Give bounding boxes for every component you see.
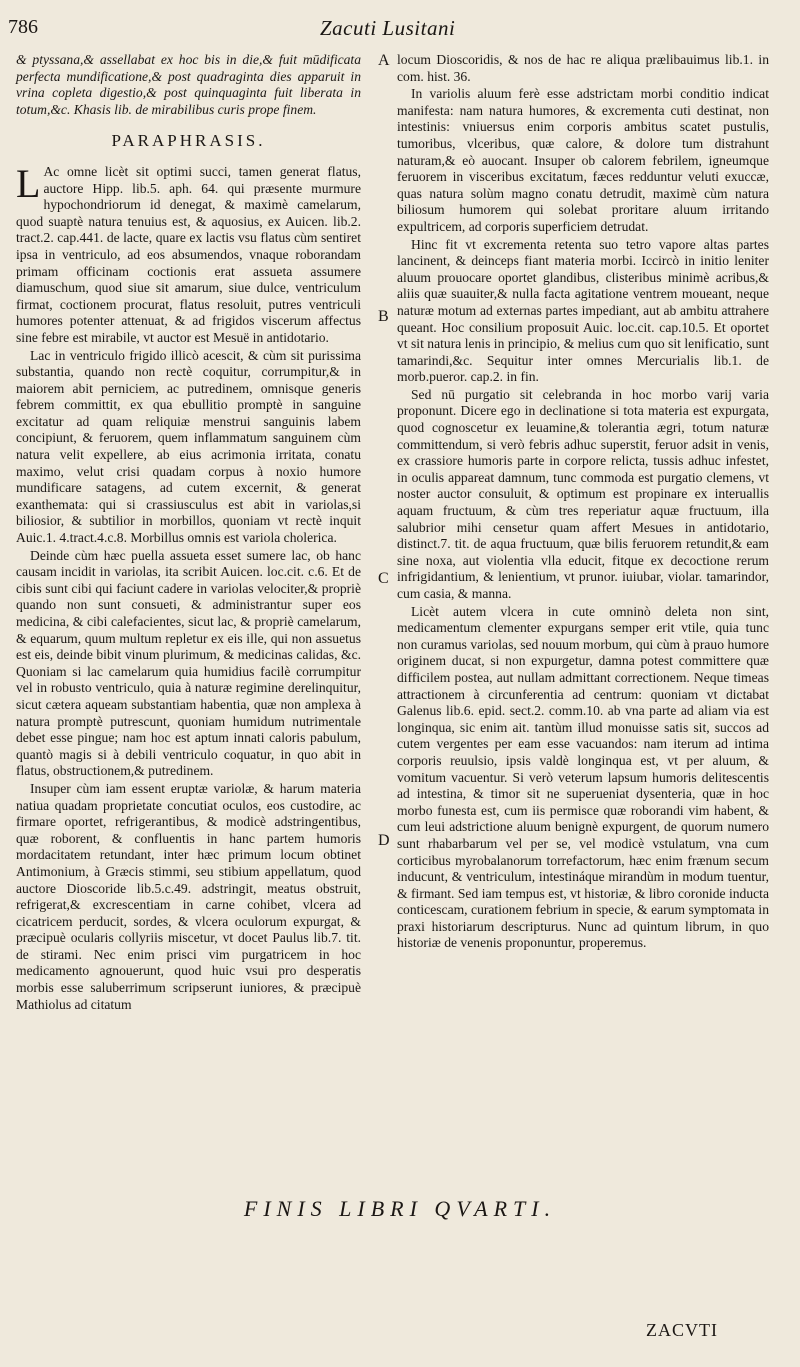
paragraph: Licèt autem vlcera in cute omninò deleta non sint, medicamentum clementer expurgans semper erit vtile, quia tunc non curamus variolas, sed nouum morbum, qui cùm à prauo humore originem ducat, si non expurgetur, damna potest committere quæ difficilem postea, aut nullam admittant correctionem. Neque timeas attractionem à circunferentia ad centrum: quoniam vt dictabat Galenus lib.6. epid. sect.2. comm.10. ab vna parte ad aliam via est longinqua, sic enim ait. tantùm illud monuisse satis sit, succos ad cutem vergentes per eam esse vacuandos: nam iterum ad intima corporis reuulsio, ipsis valdè longinqua est, vt per aluum, & vomitum vacuentur. Si verò veterum lapsum humoris delitescentis ad intestina, & timor sit ne superueniat dysenteria, quæ in hoc morbo funesta est, cum iis permisce quæ roborandi vim habent, & cum leui adstrictione aluum benignè expurgent, de quorum numero sunt rhabarbarum vel per se, vel modicè vstulatum, vna cum corticibus myrobalanorum torrefactorum, hæc enim frænum secum inducunt, & ventriculum, intestináque mirandùm in modum tuentur, & firmant. Sed iam tempus est, vt historiæ, & libro coronide inducta conticescam, curationem febrium in specie, & earum symptomata in praxi historiarum descripturus. Nunc ad quintum librum, in quo historiæ de venenis proponuntur, properemus.: [397, 603, 769, 951]
margin-letter-b: B: [378, 308, 389, 325]
paragraph: Insuper cùm iam essent eruptæ variolæ, & harum materia natiua quadam proprietate concutiat oculos, eos custodire, ac firmare oportet, refrigerantibus, & modicè adstringentibus, quæ roborent, & confluentis in hanc partem humoris mordacitatem retundant, inter hæc primum locum obtinet Antimonium, à Græcis stimmi, seu stibium appellatum, quod auctore Dioscoride lib.5.c.49. adstringit, meatus obstruit, refrigerat,& excrescentiam in carne cohibet, vlcera ad cicatricem perducit, sordes, & vlcera oculorum expurgat, & præcipuè ocularis collyriis miscetur, vt docet Paulus lib.7. tit. de stirami. Nec enim prisci vim purgatricem in hoc medicamento agnouerunt, quod huic vsui pro desperatis morbis esse saluberrimum scripserunt iuniores, & præcipuè Mathiolus ad citatum: [16, 780, 361, 1012]
right-column: [397, 52, 769, 953]
paragraph: In variolis aluum ferè esse adstrictam morbi conditio indicat manifesta: nam natura humores, & excrementa cuti destinat, non intestinis: vniuersus enim corporis ambitus scatet pustulis, tumoribus, vlceribus, quæ calore, & dolore tum distrahunt naturam,& eò auocant. Insuper ob calorem febrilem, igneumque feruorem in visceribus excitatum, fæces redduntur veluti exuccæ, quas natura solùm magno conatu detrudit, maximè cùm natura biliosum humorem qui solebat proritare aluum irritando expultricem, ad corporis superficiem detrudat.: [397, 86, 769, 234]
page-header: [8, 16, 768, 46]
page-number: 786: [8, 16, 38, 38]
paragraph: L Ac omne licèt sit optimi succi, tamen generat flatus, auctore Hipp. lib.5. aph. 64. qui præsente murmure hypochondriorum id denegat, & maximè camelarum, quod suaptè natura tenuius est, & aquosius, ex Auicen. lib.2. tract.2. cap.441. de lacte, quare ex lactis vsu flatus cùm sentiret ipsa in ventriculo, ad eos absumendos, vnaque roborandam primam officinam coctionis erat assueta assumere diamuschum, quod siue sit amarum, siue dulce, ventriculum firmat, coctionem procurat, flatus resoluit, putres ventriculi humores potenter attenuat, & ad frigidos viscerum affectus sine febre est mirabile, vt auctor est Mesuë in antidotario.: [16, 160, 361, 345]
intro-paragraph: & ptyssana,& assellabat ex hoc bis in die,& fuit mūdificata perfecta mundificatione,& post quadraginta dies apparuit in vrina copleta digestio,& post quinquaginta fuit liberata in totum,&c. Khasis lib. de mirabilibus curis prope finem.: [16, 52, 361, 117]
finis-line: FINIS LIBRI QVARTI.: [243, 1196, 557, 1221]
paragraph: Sed nū purgatio sit celebranda in hoc morbo varij varia proponunt. Dicere ego in declinatione si tota materia est expurgata, quod cognoscetur ex leuamine,& tolerantia ægri, totum naturæ committendum, si verò febris adhuc superstit, feruor adsit in venis, ex crassiore humoris parte in corpore relicta, tussis adhuc infestet, in oculis appareat damnum, tunc commoda est purgatio clemens, vt noster auctor consuluit, & optimum est propinare ex interuallis aquam fructuum, & cùm tres reperiatur aquæ fructuum, illa salubrior mihi censetur quam affert Mesues in antidotario, distinct.7. tit. de aqua fructuum, quæ bilis feruorem retundit,& eam sine noxa, aut violentia vlla educit, fitque ex decoctione rerum infrigidantium, & lenientium, vt prunor. iuiubar, violar. tamarindor, cum casia, & manna.: [397, 386, 769, 601]
running-title: Zacuti Lusitani: [320, 16, 456, 40]
section-heading: PARAPHRASIS.: [111, 131, 266, 151]
margin-letter-a: A: [378, 52, 390, 69]
paragraph: Lac in ventriculo frigido illicò acescit, & cùm sit purissima substantia, quando non rectè coquitur, corrumpitur,& in maiorem abit perniciem, ac putredinem, omnisque generis febrem committit, ex qua ebullitio promptè in sanguine excitatur ad quam reliquiæ menstrui sanguinis labem concipiunt, & feruorem, quem inflammatum sanguinem cùm natura velit expellere, ab eius acrimonia irritata, conatu maximo, velut crisi quadam corpus à noxio humore mundificare satagens, ad cutem excernit, & generat exanthemata: qui si crassiusculus est abit in variolas,si biliosior, & subtilior in morbillos, quoniam vt rectè inquit Auic.1. 4.tract.4.c.8. Morbillus omnis est variola cholerica.: [16, 347, 361, 546]
drop-cap: L: [16, 160, 41, 206]
paragraph: Hinc fit vt excrementa retenta suo tetro vapore altas partes lancinent, & deinceps fiant materia morbi. Iccircò in initio leniter aluum prouocare oportet glandibus, clisteribus minimè acribus,& aliis quæ suauiter,& nulla facta agitatione ventrem moueant, neque naturæ motum ad externas partes impediant, aut ab ambitu attrahere queant. Hoc consilium proposuit Auic. loc.cit. cap.10.5. Et oportet vt sit natura lenis in principio, & melius cum quo sit lenificatio, sunt tamarindi,&c. Sequitur inter omnes Mercurialis lib.1. de morb.pueror. cap.2. in fin.: [397, 236, 769, 385]
catchword: ZACVTI: [646, 1320, 718, 1340]
left-column: [16, 52, 361, 1014]
margin-letter-d: D: [378, 832, 390, 849]
paragraph: Deinde cùm hæc puella assueta esset sumere lac, ob hanc causam incidit in variolas, ita scribit Auicen. loc.cit. c.6. Et de cibis sunt cibi qui faciunt cadere in variolas velociter,& propriè quando non sunt consueti, & administrantur super eos medicina, & cibi calefacientes, sicut lac, & propriè camelarum, & equarum, quum multum repletur ex eis ille, qui non assuetus est eis, deinde bibit vinum plurimum, & medicinas calidas, &c. Quoniam si lac camelarum quia humidius facilè corrumpitur vel in robusto ventriculo, quia à naturæ regimine derelinquitur, sicut cætera aqueam substantiam habentia, quæ non amplexa à natura promptè putrescunt, quoniam humidum nutrimentale debet esse pingue; nam hoc est aptum innati caloris pabulum, quantò magis si à debili ventriculo coquatur, in quo abit in flatus, obstructionem,& putredinem.: [16, 547, 361, 779]
margin-letter-c: C: [378, 570, 389, 587]
paragraph: locum Dioscoridis, & nos de hac re aliqua prælibauimus lib.1. in com. hist. 36.: [397, 52, 769, 84]
